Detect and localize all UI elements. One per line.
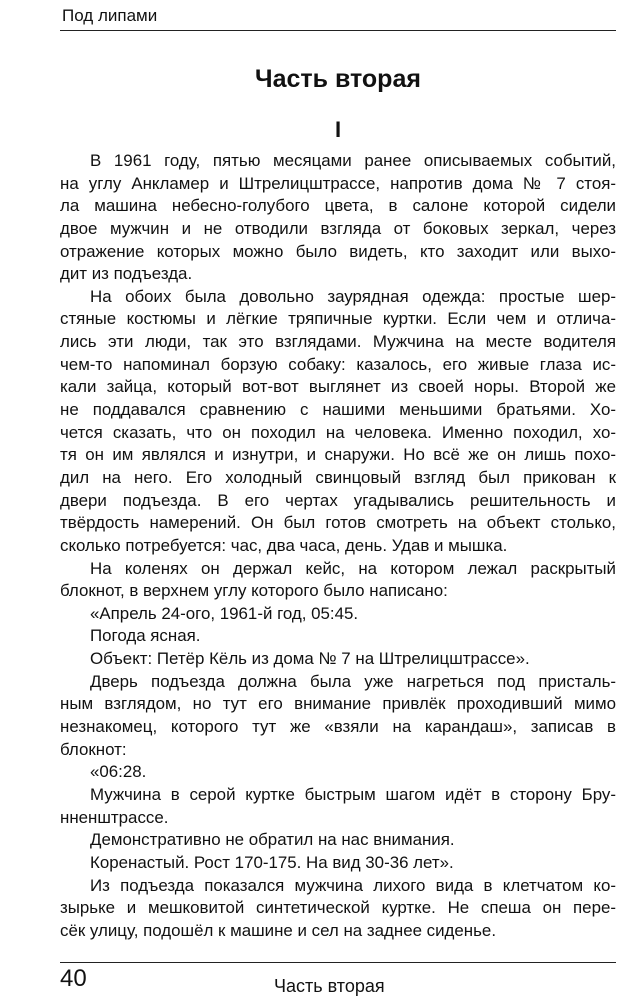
text-line: На коленях он держал кейс, на котором лежал раскрытый <box>90 558 616 578</box>
text-line: сколько потребуется: час, два часа, день. Удав и мышка. <box>60 535 508 555</box>
text-line: зырьке и мешковитой синтетической куртке. Не спеша он пере- <box>60 898 616 918</box>
text-line: Из подъезда показался мужчина лихого вида в клетчатом ко- <box>90 875 616 895</box>
text-line: дил на него. Его холодный свинцовый взгляд был прикован к <box>60 467 616 487</box>
text-line: дит из подъезда. <box>60 264 193 284</box>
header-rule <box>60 30 616 31</box>
text-line: Демонстративно не обратил на нас внимания. <box>90 830 455 850</box>
running-head: Под липами <box>62 6 158 25</box>
text-line: незнакомец, которого тут же «взяли на карандаш», записав в <box>60 717 616 737</box>
text-line: блокнот: <box>60 739 127 759</box>
text-line: Дверь подъезда должна была уже нагреться под присталь- <box>90 671 616 691</box>
text-line: тя он им являлся и изнутри, и снаружи. Но всё же он лишь похо- <box>60 445 616 465</box>
text-line: блокнот, в верхнем углу которого было написано: <box>60 581 448 601</box>
text-line: «06:28. <box>90 762 147 782</box>
text-line: не поддавался сравнению с нашими меньшими братьями. Хо- <box>60 400 616 420</box>
text-line: нненштрассе. <box>60 807 169 827</box>
text-line: лись эти люди, так это взглядами. Мужчина на месте водителя <box>60 332 616 352</box>
text-line: двое мужчин и не отводили взгляда от боковых зеркал, через <box>60 218 616 238</box>
footer-title: Часть вторая <box>274 976 385 996</box>
text-line: чем-то напоминал борзую собаку: казалось, его живые глаза ис- <box>60 354 616 374</box>
footer-rule <box>60 962 616 963</box>
text-line: «Апрель 24-ого, 1961-й год, 05:45. <box>90 603 359 623</box>
chapter-number: I <box>334 117 342 142</box>
text-line: ла машина небесно-голубого цвета, в салоне которой сидели <box>60 196 616 216</box>
text-line: Погода ясная. <box>90 626 201 646</box>
text-line: Коренастый. Рост 170-175. На вид 30-36 лет». <box>90 852 454 872</box>
part-title: Часть вторая <box>255 65 421 93</box>
text-line: Мужчина в серой куртке быстрым шагом идёт в сторону Бру- <box>90 784 616 804</box>
text-line: чется сказать, что он походил на человека. Именно походил, хо- <box>60 422 616 442</box>
text-line: В 1961 году, пятью месяцами ранее описываемых событий, <box>90 151 616 170</box>
text-line: двери подъезда. В его чертах угадывались решительность и <box>60 490 616 510</box>
text-line: твёрдость намерений. Он был готов смотреть на объект столько, <box>60 513 616 533</box>
page-number: 40 <box>60 965 87 992</box>
text-line: кали зайца, который вот-вот выглянет из своей норы. Второй же <box>60 377 616 397</box>
body-text <box>60 150 616 942</box>
text-line: отражение которых можно было видеть, кто заходит или выхо- <box>60 241 616 261</box>
text-line: стяные костюмы и лёгкие тряпичные куртки. Если чем и отлича- <box>60 309 616 329</box>
text-line: на углу Анкламер и Штрелицштрассе, напротив дома № 7 стоя- <box>60 173 616 193</box>
text-line: ным взглядом, но тут его внимание привлёк проходивший мимо <box>60 694 616 714</box>
text-line: На обоих была довольно заурядная одежда: простые шер- <box>90 286 616 306</box>
text-line: сёк улицу, подошёл к машине и сел на заднее сиденье. <box>60 920 497 940</box>
text-line: Объект: Петёр Кёль из дома № 7 на Штрелицштрассе». <box>90 649 530 669</box>
